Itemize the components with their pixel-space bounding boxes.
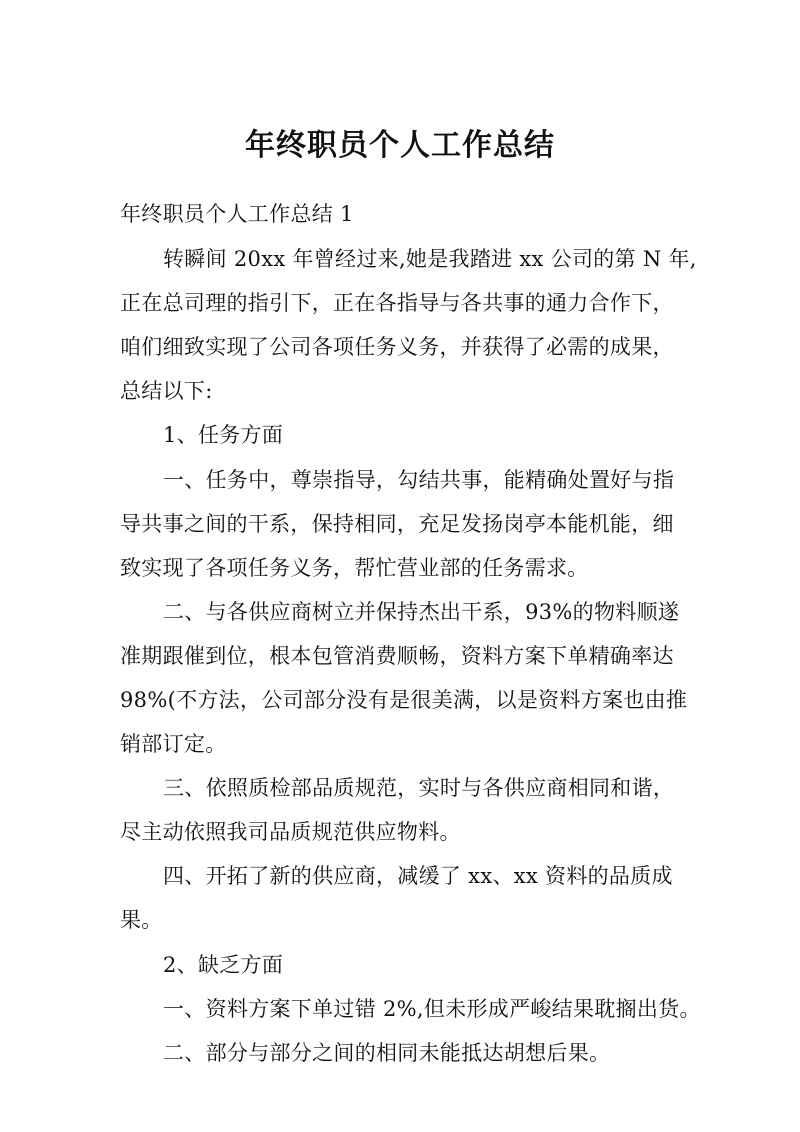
paragraph-line: 总结以下: <box>120 379 213 403</box>
document-title: 年终职员个人工作总结 <box>245 128 555 163</box>
section-heading: 2、缺乏方面 <box>163 953 284 977</box>
paragraph-line: 销部订定。 <box>120 732 227 756</box>
paragraph-line: 二、部分与部分之间的相同未能抵达胡想后果。 <box>163 1041 611 1065</box>
section-heading: 年终职员个人工作总结 1 <box>120 202 354 226</box>
paragraph-line: 咱们细致实现了公司各项任务义务，并获得了必需的成果， <box>120 335 674 359</box>
paragraph-line: 准期跟催到位，根本包管消费顺畅，资料方案下单精确率达 <box>120 644 674 668</box>
paragraph-line: 四、开拓了新的供应商，减缓了 xx、xx 资料的品质成 <box>163 864 673 888</box>
paragraph-line: 果。 <box>120 908 163 932</box>
paragraph-line: 尽主动依照我司品质规范供应物料。 <box>120 820 461 844</box>
paragraph-line: 一、资料方案下单过错 2%,但未形成严峻结果耽搁出货。 <box>163 997 701 1021</box>
paragraph-line: 98%(不方法，公司部分没有是很美满，以是资料方案也由推 <box>120 688 688 712</box>
section-heading: 1、任务方面 <box>163 423 284 447</box>
paragraph-line: 转瞬间 20xx 年曾经过来,她是我踏进 xx 公司的第 N 年, <box>163 247 697 271</box>
paragraph-line: 二、与各供应商树立并保持杰出干系，93%的物料顺遂 <box>163 600 680 624</box>
paragraph-line: 导共事之间的干系，保持相同，充足发扬岗亭本能机能，细 <box>120 512 674 536</box>
paragraph-line: 一、任务中，尊崇指导，勾结共事，能精确处置好与指 <box>163 468 675 492</box>
paragraph-line: 致实现了各项任务义务，帮忙营业部的任务需求。 <box>120 556 589 580</box>
paragraph-line: 三、依照质检部品质规范，实时与各供应商相同和谐， <box>163 776 675 800</box>
paragraph-line: 正在总司理的指引下，正在各指导与各共事的通力合作下， <box>120 291 674 315</box>
